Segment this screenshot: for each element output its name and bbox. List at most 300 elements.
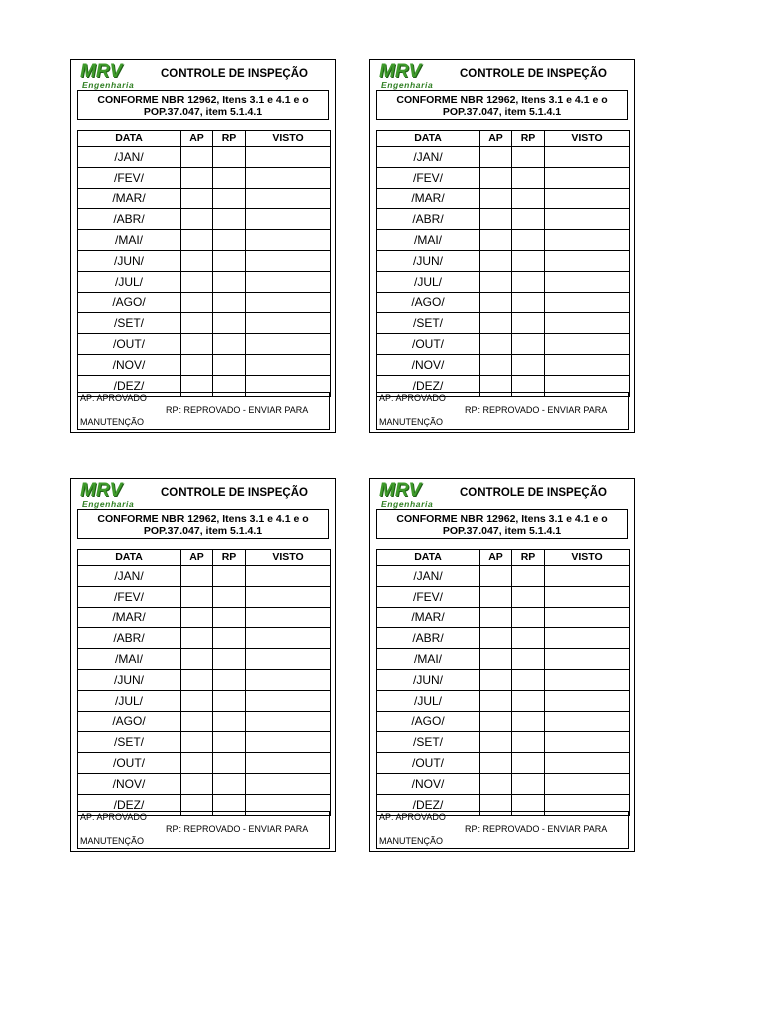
ap-cell — [181, 773, 213, 794]
month-cell: /OUT/ — [78, 334, 181, 355]
rp-cell — [512, 292, 545, 313]
column-header-visto: VISTO — [545, 550, 630, 566]
standard-line-2: POP.37.047, item 5.1.4.1 — [442, 525, 562, 537]
table-row — [78, 167, 331, 188]
table-row — [377, 566, 630, 587]
table-row — [377, 230, 630, 251]
visto-cell — [545, 566, 630, 587]
column-header-visto: VISTO — [246, 131, 331, 147]
rp-cell — [512, 188, 545, 209]
legend-manutencao: MANUTENÇÃO — [80, 417, 145, 427]
table-row — [78, 147, 331, 168]
standard-reference — [77, 90, 329, 120]
month-cell: /NOV/ — [78, 773, 181, 794]
rp-cell — [213, 669, 246, 690]
table-row — [377, 292, 630, 313]
column-header-rp: RP — [213, 550, 246, 566]
ap-cell — [480, 566, 512, 587]
visto-cell — [545, 628, 630, 649]
visto-cell — [545, 711, 630, 732]
ap-cell — [480, 773, 512, 794]
legend-box — [376, 811, 629, 849]
visto-cell — [545, 607, 630, 628]
table-row — [377, 649, 630, 670]
month-cell: /DEZ/ — [78, 794, 181, 815]
column-header-ap: AP — [480, 550, 512, 566]
logo-mrv-text: MRV — [80, 480, 123, 501]
legend-rp: RP: REPROVADO - ENVIAR PARA — [166, 405, 309, 415]
column-header-rp: RP — [213, 131, 246, 147]
card-title: CONTROLE DE INSPEÇÃO — [460, 487, 607, 499]
ap-cell — [480, 354, 512, 375]
ap-cell — [480, 669, 512, 690]
rp-cell — [512, 669, 545, 690]
visto-cell — [545, 354, 630, 375]
month-cell: /NOV/ — [377, 773, 480, 794]
month-cell: /MAI/ — [78, 230, 181, 251]
legend-box — [77, 811, 330, 849]
month-cell: /MAR/ — [377, 188, 480, 209]
logo-mrv-text: MRV — [80, 61, 123, 82]
card-title: CONTROLE DE INSPEÇÃO — [161, 487, 308, 499]
ap-cell — [480, 732, 512, 753]
visto-cell — [545, 649, 630, 670]
visto-cell — [246, 628, 331, 649]
ap-cell — [181, 167, 213, 188]
visto-cell — [246, 649, 331, 670]
visto-cell — [545, 690, 630, 711]
table-row — [377, 271, 630, 292]
table-row — [377, 607, 630, 628]
logo-engenharia-text: Engenharia — [381, 499, 434, 509]
mrv-logo — [379, 61, 443, 90]
ap-cell — [480, 649, 512, 670]
table-row — [377, 628, 630, 649]
column-header-visto: VISTO — [545, 131, 630, 147]
ap-cell — [480, 313, 512, 334]
table-row — [78, 313, 331, 334]
table-row — [377, 250, 630, 271]
rp-cell — [213, 607, 246, 628]
standard-line-2: POP.37.047, item 5.1.4.1 — [143, 525, 263, 537]
visto-cell — [545, 271, 630, 292]
inspection-card — [369, 59, 635, 433]
rp-cell — [213, 732, 246, 753]
rp-cell — [512, 711, 545, 732]
legend-ap: AP: APROVADO — [80, 812, 147, 822]
legend-box — [376, 392, 629, 430]
table-row — [377, 354, 630, 375]
rp-cell — [512, 586, 545, 607]
card-header — [370, 479, 634, 509]
visto-cell — [246, 690, 331, 711]
ap-cell — [480, 334, 512, 355]
month-cell: /FEV/ — [78, 167, 181, 188]
month-cell: /FEV/ — [377, 167, 480, 188]
standard-reference — [376, 509, 628, 539]
table-row — [377, 753, 630, 774]
table-row — [78, 230, 331, 251]
logo-engenharia-text: Engenharia — [82, 499, 135, 509]
rp-cell — [512, 313, 545, 334]
rp-cell — [512, 271, 545, 292]
month-cell: /JAN/ — [78, 147, 181, 168]
standard-reference — [77, 509, 329, 539]
legend-ap: AP: APROVADO — [80, 393, 147, 403]
visto-cell — [246, 250, 331, 271]
table-row — [78, 292, 331, 313]
ap-cell — [181, 732, 213, 753]
ap-cell — [181, 271, 213, 292]
standard-reference — [376, 90, 628, 120]
month-cell: /MAR/ — [78, 188, 181, 209]
rp-cell — [512, 230, 545, 251]
inspection-table — [376, 130, 630, 397]
month-cell: /JUN/ — [377, 669, 480, 690]
card-header — [370, 60, 634, 90]
standard-line-2: POP.37.047, item 5.1.4.1 — [143, 106, 263, 118]
ap-cell — [480, 690, 512, 711]
inspection-card — [70, 478, 336, 852]
visto-cell — [246, 230, 331, 251]
rp-cell — [213, 230, 246, 251]
standard-line-2: POP.37.047, item 5.1.4.1 — [442, 106, 562, 118]
ap-cell — [181, 607, 213, 628]
month-cell: /DEZ/ — [377, 794, 480, 815]
inspection-table — [77, 549, 331, 816]
ap-cell — [181, 209, 213, 230]
table-row — [78, 773, 331, 794]
rp-cell — [213, 167, 246, 188]
column-header-rp: RP — [512, 131, 545, 147]
rp-cell — [213, 690, 246, 711]
month-cell: /NOV/ — [377, 354, 480, 375]
rp-cell — [512, 628, 545, 649]
visto-cell — [246, 669, 331, 690]
month-cell: /DEZ/ — [78, 375, 181, 396]
rp-cell — [512, 147, 545, 168]
legend-rp: RP: REPROVADO - ENVIAR PARA — [166, 824, 309, 834]
column-header-ap: AP — [480, 131, 512, 147]
table-header-row — [78, 131, 331, 147]
rp-cell — [213, 586, 246, 607]
visto-cell — [246, 586, 331, 607]
month-cell: /MAR/ — [78, 607, 181, 628]
month-cell: /SET/ — [78, 732, 181, 753]
mrv-logo — [379, 480, 443, 509]
mrv-logo — [80, 480, 144, 509]
column-header-rp: RP — [512, 550, 545, 566]
table-row — [78, 334, 331, 355]
month-cell: /JUN/ — [377, 250, 480, 271]
rp-cell — [213, 354, 246, 375]
visto-cell — [246, 732, 331, 753]
rp-cell — [512, 167, 545, 188]
table-row — [78, 669, 331, 690]
ap-cell — [480, 167, 512, 188]
visto-cell — [545, 209, 630, 230]
table-row — [78, 188, 331, 209]
legend-ap: AP: APROVADO — [379, 393, 446, 403]
column-header-data: DATA — [78, 131, 181, 147]
visto-cell — [246, 313, 331, 334]
inspection-card — [369, 478, 635, 852]
column-header-visto: VISTO — [246, 550, 331, 566]
ap-cell — [480, 292, 512, 313]
ap-cell — [181, 334, 213, 355]
table-row — [377, 690, 630, 711]
month-cell: /OUT/ — [78, 753, 181, 774]
table-header-row — [377, 131, 630, 147]
visto-cell — [545, 188, 630, 209]
standard-line-1: CONFORME NBR 12962, Itens 3.1 e 4.1 e o — [97, 94, 309, 106]
month-cell: /AGO/ — [377, 292, 480, 313]
table-row — [78, 732, 331, 753]
table-header-row — [377, 550, 630, 566]
table-row — [377, 711, 630, 732]
legend-manutencao: MANUTENÇÃO — [80, 836, 145, 846]
visto-cell — [246, 188, 331, 209]
inspection-table — [376, 549, 630, 816]
table-row — [78, 607, 331, 628]
ap-cell — [181, 147, 213, 168]
logo-mrv-text: MRV — [379, 61, 422, 82]
month-cell: /SET/ — [377, 313, 480, 334]
visto-cell — [545, 773, 630, 794]
month-cell: /ABR/ — [377, 628, 480, 649]
table-row — [377, 147, 630, 168]
card-title: CONTROLE DE INSPEÇÃO — [161, 68, 308, 80]
table-row — [377, 313, 630, 334]
month-cell: /JAN/ — [78, 566, 181, 587]
rp-cell — [213, 147, 246, 168]
rp-cell — [512, 566, 545, 587]
logo-mrv-text: MRV — [379, 480, 422, 501]
rp-cell — [512, 607, 545, 628]
ap-cell — [181, 188, 213, 209]
visto-cell — [545, 753, 630, 774]
month-cell: /JUL/ — [377, 271, 480, 292]
month-cell: /NOV/ — [78, 354, 181, 375]
ap-cell — [181, 690, 213, 711]
month-cell: /FEV/ — [78, 586, 181, 607]
month-cell: /MAI/ — [78, 649, 181, 670]
rp-cell — [512, 250, 545, 271]
visto-cell — [545, 292, 630, 313]
rp-cell — [213, 711, 246, 732]
inspection-card — [70, 59, 336, 433]
rp-cell — [213, 566, 246, 587]
legend-rp: RP: REPROVADO - ENVIAR PARA — [465, 824, 608, 834]
ap-cell — [480, 711, 512, 732]
visto-cell — [246, 209, 331, 230]
table-row — [377, 209, 630, 230]
rp-cell — [512, 649, 545, 670]
ap-cell — [181, 292, 213, 313]
month-cell: /ABR/ — [78, 209, 181, 230]
month-cell: /JUL/ — [78, 690, 181, 711]
rp-cell — [213, 753, 246, 774]
ap-cell — [480, 230, 512, 251]
ap-cell — [480, 147, 512, 168]
visto-cell — [246, 711, 331, 732]
column-header-ap: AP — [181, 131, 213, 147]
table-row — [78, 271, 331, 292]
mrv-logo — [80, 61, 144, 90]
table-row — [78, 628, 331, 649]
rp-cell — [512, 690, 545, 711]
table-row — [377, 167, 630, 188]
column-header-data: DATA — [377, 131, 480, 147]
rp-cell — [213, 271, 246, 292]
ap-cell — [480, 607, 512, 628]
legend-box — [77, 392, 330, 430]
visto-cell — [545, 147, 630, 168]
month-cell: /JUL/ — [377, 690, 480, 711]
month-cell: /SET/ — [78, 313, 181, 334]
ap-cell — [480, 753, 512, 774]
ap-cell — [480, 586, 512, 607]
rp-cell — [213, 292, 246, 313]
rp-cell — [213, 188, 246, 209]
column-header-data: DATA — [377, 550, 480, 566]
visto-cell — [246, 354, 331, 375]
ap-cell — [480, 628, 512, 649]
rp-cell — [213, 209, 246, 230]
visto-cell — [246, 773, 331, 794]
table-row — [78, 753, 331, 774]
legend-ap: AP: APROVADO — [379, 812, 446, 822]
rp-cell — [213, 628, 246, 649]
table-row — [78, 711, 331, 732]
card-title: CONTROLE DE INSPEÇÃO — [460, 68, 607, 80]
table-row — [78, 586, 331, 607]
month-cell: /JUN/ — [78, 669, 181, 690]
table-row — [78, 354, 331, 375]
visto-cell — [545, 732, 630, 753]
ap-cell — [480, 209, 512, 230]
month-cell: /JAN/ — [377, 566, 480, 587]
ap-cell — [181, 711, 213, 732]
logo-engenharia-text: Engenharia — [82, 80, 135, 90]
rp-cell — [512, 354, 545, 375]
ap-cell — [181, 566, 213, 587]
ap-cell — [480, 188, 512, 209]
legend-manutencao: MANUTENÇÃO — [379, 836, 444, 846]
visto-cell — [545, 230, 630, 251]
table-row — [377, 334, 630, 355]
ap-cell — [181, 230, 213, 251]
month-cell: /MAI/ — [377, 230, 480, 251]
month-cell: /ABR/ — [377, 209, 480, 230]
month-cell: /OUT/ — [377, 334, 480, 355]
column-header-data: DATA — [78, 550, 181, 566]
month-cell: /JAN/ — [377, 147, 480, 168]
rp-cell — [512, 334, 545, 355]
month-cell: /SET/ — [377, 732, 480, 753]
visto-cell — [246, 753, 331, 774]
visto-cell — [246, 167, 331, 188]
ap-cell — [181, 313, 213, 334]
legend-manutencao: MANUTENÇÃO — [379, 417, 444, 427]
month-cell: /AGO/ — [377, 711, 480, 732]
table-row — [78, 649, 331, 670]
table-row — [78, 690, 331, 711]
ap-cell — [181, 649, 213, 670]
card-header — [71, 60, 335, 90]
rp-cell — [213, 649, 246, 670]
logo-engenharia-text: Engenharia — [381, 80, 434, 90]
rp-cell — [213, 773, 246, 794]
month-cell: /AGO/ — [78, 292, 181, 313]
visto-cell — [545, 167, 630, 188]
inspection-table — [77, 130, 331, 397]
visto-cell — [545, 669, 630, 690]
month-cell: /DEZ/ — [377, 375, 480, 396]
rp-cell — [213, 250, 246, 271]
table-row — [78, 566, 331, 587]
month-cell: /FEV/ — [377, 586, 480, 607]
visto-cell — [545, 250, 630, 271]
table-row — [78, 209, 331, 230]
ap-cell — [480, 250, 512, 271]
table-row — [377, 669, 630, 690]
visto-cell — [246, 292, 331, 313]
month-cell: /MAI/ — [377, 649, 480, 670]
visto-cell — [545, 586, 630, 607]
ap-cell — [181, 586, 213, 607]
rp-cell — [512, 753, 545, 774]
month-cell: /AGO/ — [78, 711, 181, 732]
rp-cell — [213, 313, 246, 334]
card-header — [71, 479, 335, 509]
rp-cell — [512, 209, 545, 230]
rp-cell — [213, 334, 246, 355]
ap-cell — [181, 250, 213, 271]
table-row — [377, 773, 630, 794]
month-cell: /JUN/ — [78, 250, 181, 271]
legend-rp: RP: REPROVADO - ENVIAR PARA — [465, 405, 608, 415]
table-row — [377, 732, 630, 753]
month-cell: /ABR/ — [78, 628, 181, 649]
standard-line-1: CONFORME NBR 12962, Itens 3.1 e 4.1 e o — [97, 513, 309, 525]
rp-cell — [512, 773, 545, 794]
table-row — [78, 250, 331, 271]
visto-cell — [545, 334, 630, 355]
column-header-ap: AP — [181, 550, 213, 566]
ap-cell — [480, 271, 512, 292]
month-cell: /JUL/ — [78, 271, 181, 292]
visto-cell — [246, 147, 331, 168]
ap-cell — [181, 669, 213, 690]
standard-line-1: CONFORME NBR 12962, Itens 3.1 e 4.1 e o — [396, 513, 608, 525]
rp-cell — [512, 732, 545, 753]
visto-cell — [545, 313, 630, 334]
visto-cell — [246, 334, 331, 355]
ap-cell — [181, 753, 213, 774]
visto-cell — [246, 607, 331, 628]
ap-cell — [181, 354, 213, 375]
table-row — [377, 586, 630, 607]
visto-cell — [246, 271, 331, 292]
table-row — [377, 188, 630, 209]
ap-cell — [181, 628, 213, 649]
table-header-row — [78, 550, 331, 566]
visto-cell — [246, 566, 331, 587]
month-cell: /OUT/ — [377, 753, 480, 774]
standard-line-1: CONFORME NBR 12962, Itens 3.1 e 4.1 e o — [396, 94, 608, 106]
month-cell: /MAR/ — [377, 607, 480, 628]
